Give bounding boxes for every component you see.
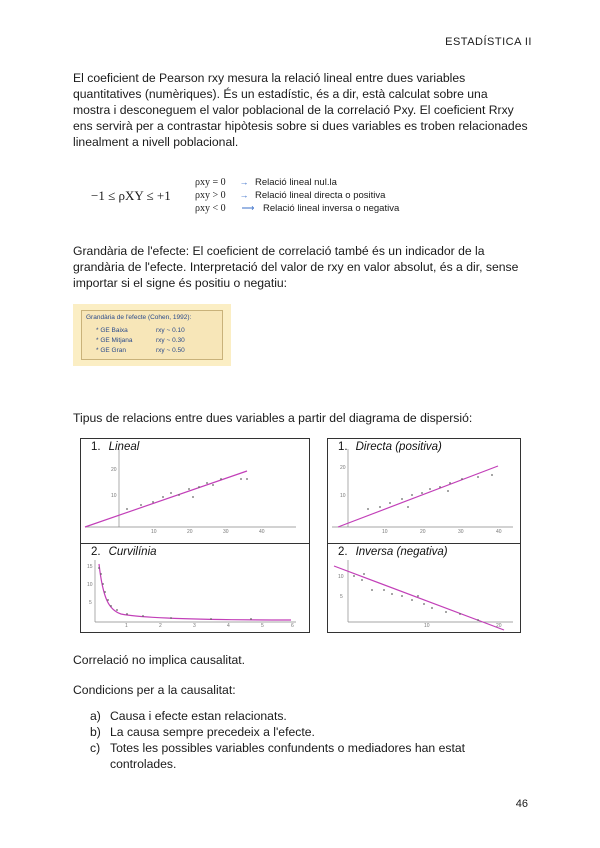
relations-paragraph: Tipus de relacions entre dues variables a partir del diagrama de dispersió: [73, 411, 473, 425]
cohen-title: Grandària de l'efecte (Cohen, 1992): [86, 314, 192, 321]
page-number: 46 [515, 798, 528, 810]
list-item: a) Causa i efecte estan relacionats. [90, 709, 287, 723]
plot-title: 2. Inversa (negativa) [338, 546, 448, 558]
cohen-row-value: rxy ~ 0.50 [156, 347, 185, 354]
plot-title: 1. Lineal [91, 441, 140, 453]
rho-item: ρxy = 0 → Relació lineal nul.la [195, 177, 337, 188]
causality-statement: Correlació no implica causalitat. [73, 653, 246, 667]
correlation-range-formula [73, 176, 528, 218]
arrow-icon: → [239, 190, 249, 200]
arrow-icon: ⟶ [241, 203, 255, 213]
plot-canvas [328, 439, 520, 543]
scatter-plot-inverse-negative: 2. Inversa (negativa) 10 5 10 20 [327, 543, 521, 633]
conditions-heading: Condicions per a la causalitat: [73, 683, 236, 697]
rho-item: ρxy > 0 → Relació lineal directa o positiva [195, 190, 386, 201]
list-item: b) La causa sempre precedeix a l'efecte. [90, 725, 315, 739]
cohen-row-value: rxy ~ 0.10 [156, 327, 185, 334]
scatter-plot-linear: 1. Lineal 20 10 10 20 30 40 [80, 438, 310, 544]
rho-interpretation-list [195, 176, 399, 215]
rho-item: ρxy < 0 ⟶ Relació lineal inversa o negativa [195, 203, 400, 214]
cohen-row-label: * GE Mitjana [96, 337, 133, 344]
inequality: −1 ≤ ρXY ≤ +1 [91, 188, 171, 203]
scatter-plot-curvilinear: 2. Curvilínia 15 10 5 1 2 3 4 5 6 [80, 543, 310, 633]
pearson-intro-paragraph: El coeficient de Pearson rxy mesura la relació lineal entre dues variables quantitatives (numèriques). És un estadístic, és a dir, està calculat sobre una mostra i desconeguem el valor poblacional de la correlació Pxy. El coeficient Rrxy ens servirà per a contrastar hipòtesis sobre si dues variables es troben relacionades linealment a nivell poblacional. [73, 71, 528, 149]
list-item: c) Totes les possibles variables confundents o mediadores han estat controlades. [90, 741, 466, 771]
cohen-row-label: * GE Baixa [96, 327, 128, 334]
cohen-effect-size-box [73, 304, 231, 366]
plot-title: 1. Directa (positiva) [338, 441, 442, 453]
cohen-row-label: * GE Gran [96, 347, 126, 354]
scatter-plot-direct-positive: 1. Directa (positiva) 20 10 10 20 30 40 [327, 438, 521, 544]
plot-title: 2. Curvilínia [91, 546, 157, 558]
effect-size-paragraph: Grandària de l'efecte: El coeficient de correlació també és un indicador de la grandària de l'efecte. Interpretació del valor de rxy en valor absolut, és a dir, sense importar si el signe és positiu o negatiu: [73, 244, 519, 290]
arrow-icon: → [239, 177, 249, 187]
running-header: ESTADÍSTICA II [445, 36, 532, 48]
cohen-row-value: rxy ~ 0.30 [156, 337, 185, 344]
plot-canvas [81, 439, 309, 543]
conditions-list [90, 708, 520, 772]
